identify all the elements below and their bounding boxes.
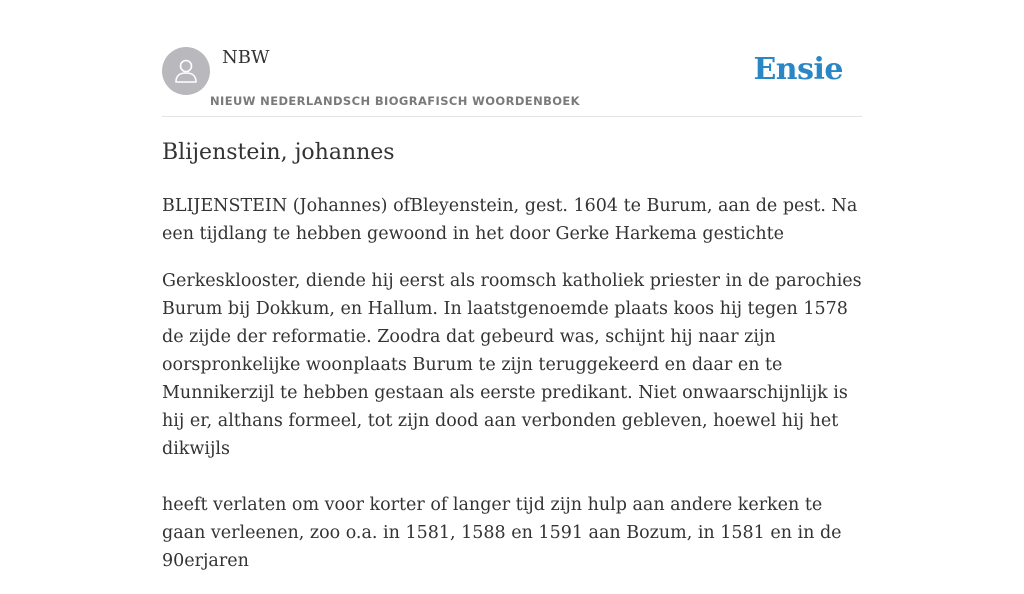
article-paragraph: Gerkesklooster, diende hij eerst als roomsch katholiek priester in de parochies Burum bij Dokkum, en Hallum. In laatstgenoemde plaats koos hij tegen 1578 de zijde der reformatie. Zoodra dat gebeurd was, schijnt hij naar zijn oorspronkelijke woonplaats Burum te zijn teruggekeerd en daar en te Munnikerzijl te hebben gestaan als eerste predikant. Niet onwaarschijnlijk is hij er, althans formeel, tot zijn dood aan verbonden gebleven, hoewel hij het dikwijls xyxy=(162,271,862,459)
source-header xyxy=(162,46,862,117)
brand-logo-link[interactable]: Ensie xyxy=(753,52,843,87)
article-paragraph: BLIJENSTEIN (Johannes) ofBleyenstein, gest. 1604 te Burum, aan de pest. Na een tijdlang te hebben gewoond in het door Gerke Harkema gestichte xyxy=(162,196,858,244)
person-outline-icon xyxy=(171,56,201,86)
article-paragraph: heeft verlaten om voor korter of langer tijd zijn hulp aan andere kerken te gaan verleenen, zoo o.a. in 1581, 1588 en 1591 aan Bozum, in 1581 en in de 90erjaren xyxy=(162,495,842,571)
source-full-name: NIEUW NEDERLANDSCH BIOGRAFISCH WOORDENBOEK xyxy=(210,94,580,108)
article-body xyxy=(162,192,862,594)
source-name-link[interactable]: NBW xyxy=(222,47,270,68)
page-title: Blijenstein, johannes xyxy=(162,140,395,165)
avatar[interactable] xyxy=(162,47,210,95)
